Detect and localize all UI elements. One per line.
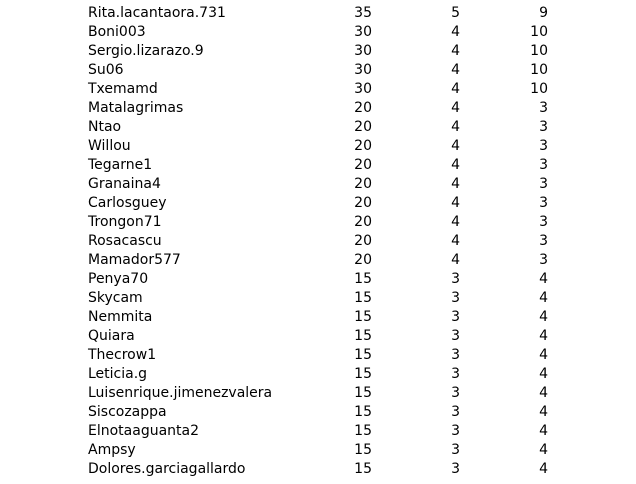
table-row <box>0 384 636 403</box>
value-cell: 5 <box>451 5 460 21</box>
value-cell: 3 <box>539 233 548 249</box>
table-row <box>0 232 636 251</box>
value-cell: 4 <box>451 138 460 154</box>
value-cell: 3 <box>451 442 460 458</box>
points-cell: 15 <box>354 461 372 477</box>
player-name-cell: Sergio.lizarazo.9 <box>88 43 204 59</box>
value-cell: 4 <box>539 328 548 344</box>
points-cell: 20 <box>354 119 372 135</box>
value-cell: 4 <box>539 385 548 401</box>
player-name-cell: Willou <box>88 138 131 154</box>
table-row <box>0 175 636 194</box>
table-row <box>0 308 636 327</box>
value-cell: 10 <box>530 81 548 97</box>
points-cell: 30 <box>354 24 372 40</box>
table-row <box>0 4 636 23</box>
points-cell: 15 <box>354 309 372 325</box>
player-name-cell: Luisenrique.jimenezvalera <box>88 385 273 401</box>
points-cell: 15 <box>354 442 372 458</box>
points-cell: 15 <box>354 404 372 420</box>
player-name-cell: Rita.lacantaora.731 <box>88 5 226 21</box>
value-cell: 3 <box>451 423 460 439</box>
value-cell: 3 <box>539 195 548 211</box>
value-cell: 3 <box>539 138 548 154</box>
value-cell: 3 <box>539 157 548 173</box>
table-row <box>0 23 636 42</box>
value-cell: 4 <box>539 461 548 477</box>
value-cell: 4 <box>539 404 548 420</box>
value-cell: 3 <box>451 461 460 477</box>
player-name-cell: Nemmita <box>88 309 153 325</box>
points-cell: 20 <box>354 214 372 230</box>
value-cell: 10 <box>530 62 548 78</box>
table-row <box>0 403 636 422</box>
table-row <box>0 460 636 479</box>
value-cell: 3 <box>451 347 460 363</box>
value-cell: 4 <box>451 176 460 192</box>
value-cell: 3 <box>451 366 460 382</box>
value-cell: 10 <box>530 43 548 59</box>
value-cell: 3 <box>539 176 548 192</box>
value-cell: 3 <box>451 309 460 325</box>
player-name-cell: Ntao <box>88 119 122 135</box>
value-cell: 4 <box>451 43 460 59</box>
value-cell: 4 <box>451 119 460 135</box>
player-name-cell: Skycam <box>88 290 143 306</box>
table-row <box>0 80 636 99</box>
player-name-cell: Su06 <box>88 62 124 78</box>
value-cell: 9 <box>539 5 548 21</box>
value-cell: 3 <box>451 271 460 287</box>
player-name-cell: Leticia.g <box>88 366 148 382</box>
player-name-cell: Elnotaaguanta2 <box>88 423 200 439</box>
value-cell: 4 <box>539 366 548 382</box>
player-name-cell: Siscozappa <box>88 404 167 420</box>
ranking-table <box>0 4 636 479</box>
table-row <box>0 251 636 270</box>
table-row <box>0 270 636 289</box>
points-cell: 15 <box>354 347 372 363</box>
value-cell: 4 <box>539 442 548 458</box>
value-cell: 3 <box>451 290 460 306</box>
value-cell: 3 <box>539 252 548 268</box>
points-cell: 35 <box>354 5 372 21</box>
value-cell: 4 <box>451 252 460 268</box>
value-cell: 3 <box>451 404 460 420</box>
points-cell: 20 <box>354 157 372 173</box>
player-name-cell: Ampsy <box>88 442 136 458</box>
table-row <box>0 441 636 460</box>
points-cell: 15 <box>354 385 372 401</box>
table-row <box>0 346 636 365</box>
value-cell: 4 <box>451 62 460 78</box>
points-cell: 15 <box>354 290 372 306</box>
value-cell: 4 <box>539 290 548 306</box>
points-cell: 20 <box>354 176 372 192</box>
player-name-cell: Quiara <box>88 328 135 344</box>
player-name-cell: Tegarne1 <box>88 157 153 173</box>
points-cell: 30 <box>354 81 372 97</box>
player-name-cell: Rosacascu <box>88 233 162 249</box>
points-cell: 15 <box>354 271 372 287</box>
points-cell: 15 <box>354 423 372 439</box>
table-row <box>0 42 636 61</box>
value-cell: 3 <box>539 119 548 135</box>
points-cell: 30 <box>354 43 372 59</box>
value-cell: 4 <box>539 271 548 287</box>
points-cell: 20 <box>354 100 372 116</box>
value-cell: 4 <box>451 195 460 211</box>
table-row <box>0 137 636 156</box>
value-cell: 3 <box>539 214 548 230</box>
points-cell: 20 <box>354 252 372 268</box>
player-name-cell: Thecrow1 <box>88 347 157 363</box>
table-row <box>0 213 636 232</box>
value-cell: 4 <box>451 157 460 173</box>
player-name-cell: Trongon71 <box>88 214 162 230</box>
value-cell: 4 <box>451 81 460 97</box>
player-name-cell: Penya70 <box>88 271 149 287</box>
value-cell: 4 <box>539 423 548 439</box>
player-name-cell: Mamador577 <box>88 252 181 268</box>
table-row <box>0 327 636 346</box>
player-name-cell: Matalagrimas <box>88 100 184 116</box>
points-cell: 15 <box>354 366 372 382</box>
table-row <box>0 156 636 175</box>
table-row <box>0 365 636 384</box>
table-row <box>0 422 636 441</box>
table-row <box>0 194 636 213</box>
player-name-cell: Carlosguey <box>88 195 167 211</box>
table-row <box>0 289 636 308</box>
value-cell: 4 <box>451 100 460 116</box>
player-name-cell: Granaina4 <box>88 176 161 192</box>
points-cell: 20 <box>354 233 372 249</box>
player-name-cell: Dolores.garciagallardo <box>88 461 246 477</box>
value-cell: 4 <box>539 347 548 363</box>
value-cell: 3 <box>451 328 460 344</box>
points-cell: 30 <box>354 62 372 78</box>
table-row <box>0 61 636 80</box>
value-cell: 3 <box>451 385 460 401</box>
player-name-cell: Boni003 <box>88 24 146 40</box>
table-row <box>0 118 636 137</box>
points-cell: 20 <box>354 138 372 154</box>
table-row <box>0 99 636 118</box>
value-cell: 4 <box>451 214 460 230</box>
player-name-cell: Txemamd <box>88 81 158 97</box>
points-cell: 20 <box>354 195 372 211</box>
value-cell: 4 <box>451 233 460 249</box>
value-cell: 3 <box>539 100 548 116</box>
value-cell: 4 <box>451 24 460 40</box>
value-cell: 10 <box>530 24 548 40</box>
points-cell: 15 <box>354 328 372 344</box>
value-cell: 4 <box>539 309 548 325</box>
